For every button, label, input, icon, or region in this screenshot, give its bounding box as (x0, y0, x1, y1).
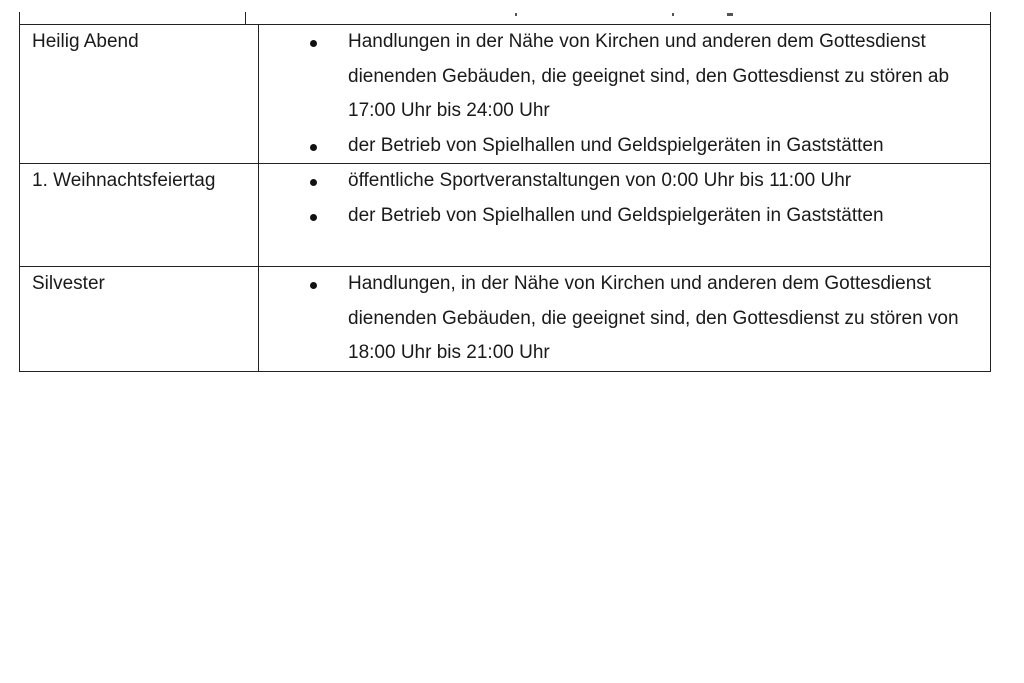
table-border-left (19, 12, 20, 24)
holiday-restrictions-table (19, 24, 991, 372)
rules-cell (259, 267, 991, 372)
rule-text: Handlungen in der Nähe von Kirchen und anderen dem Gottesdienst dienenden Gebäuden, die geeignet sind, den Gottesdienst zu stören ab 17:00 Uhr bis 24:00 Uhr (348, 31, 950, 121)
day-label: Heilig Abend (32, 31, 139, 52)
rules-cell (259, 25, 991, 164)
table-row (20, 267, 991, 372)
table-border-middle (245, 12, 246, 24)
day-cell (20, 25, 259, 164)
day-label: Silvester (32, 273, 105, 294)
table-row (20, 164, 991, 267)
table-border-right (990, 12, 991, 24)
list-item (259, 199, 990, 234)
rules-list (259, 25, 990, 163)
list-item (259, 164, 990, 199)
clipped-text-fragment (727, 13, 733, 16)
rules-list (259, 164, 990, 233)
rule-text: der Betrieb von Spielhallen und Geldspielgeräten in Gaststätten (348, 134, 884, 156)
rule-text: Handlungen, in der Nähe von Kirchen und anderen dem Gottesdienst dienenden Gebäuden, die geeignet sind, den Gottesdienst zu stören von 18:00 Uhr bis 21:00 Uhr (348, 273, 959, 363)
table-row (20, 25, 991, 164)
clipped-text-fragment (515, 13, 517, 16)
day-cell (20, 267, 259, 372)
rule-text: der Betrieb von Spielhallen und Geldspielgeräten in Gaststätten (348, 204, 884, 226)
list-item (259, 267, 990, 371)
rule-text: öffentliche Sportveranstaltungen von 0:00 Uhr bis 11:00 Uhr (348, 170, 852, 191)
rules-cell (259, 164, 991, 267)
list-item (259, 129, 990, 164)
day-cell (20, 164, 259, 267)
day-label: 1. Weihnachtsfeiertag (32, 170, 216, 191)
rules-list (259, 267, 990, 371)
clipped-text-fragment (672, 13, 674, 16)
list-item (259, 25, 990, 129)
clipped-previous-row (0, 0, 1024, 24)
